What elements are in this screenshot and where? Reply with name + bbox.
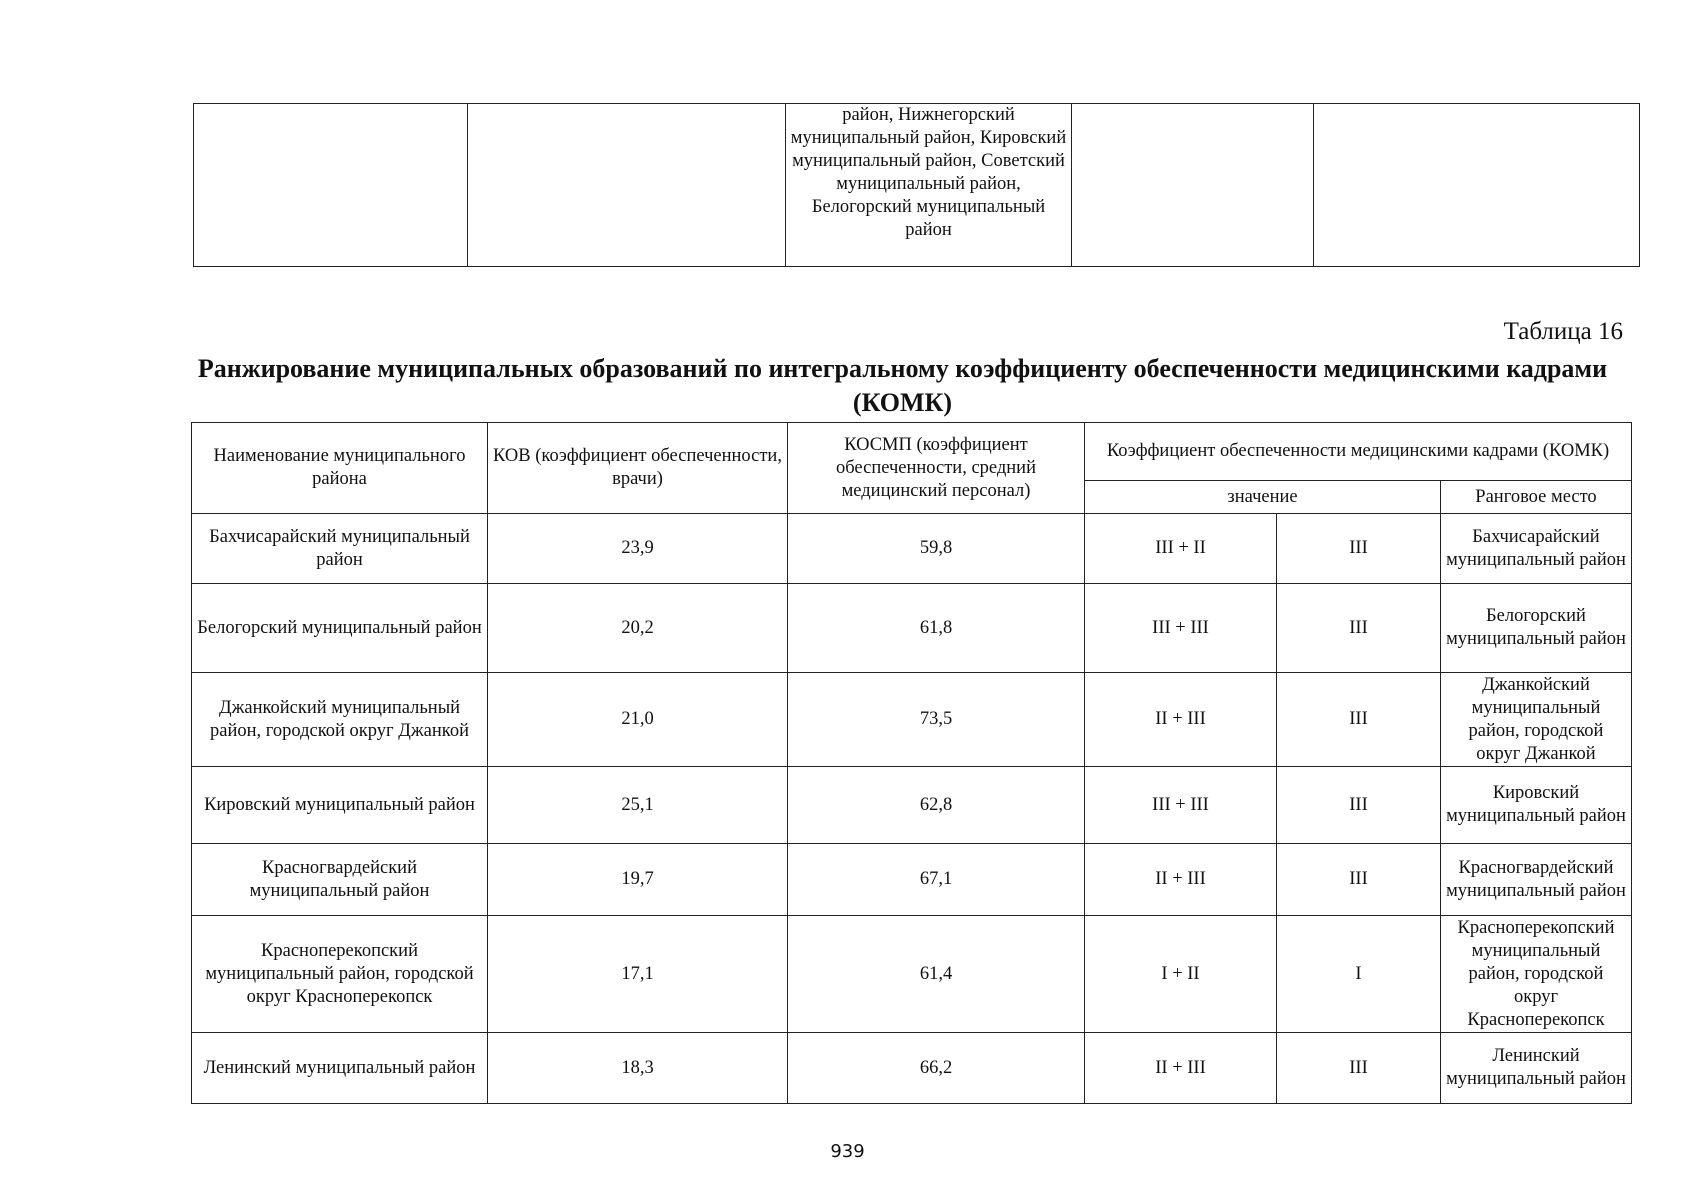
header-rank: Ранговое место xyxy=(1441,481,1632,514)
combo-cell: III + III xyxy=(1085,767,1277,844)
kov-cell: 17,1 xyxy=(488,916,788,1033)
header-kov: КОВ (коэффициент обеспеченности, врачи) xyxy=(488,423,788,514)
row-name-cell: Бахчисарайский муниципальный район xyxy=(192,514,488,584)
row-name-cell: Красногвардейский муниципальный район xyxy=(192,844,488,916)
header-kosmp: КОСМП (коэффициент обеспеченности, средний медицинский персонал) xyxy=(788,423,1085,514)
rank-cell: Красногвардейский муниципальный район xyxy=(1441,844,1632,916)
value-cell: III xyxy=(1277,767,1441,844)
combo-cell: II + III xyxy=(1085,1033,1277,1104)
table-row xyxy=(192,673,1632,767)
table-row xyxy=(192,767,1632,844)
header-name: Наименование муниципального района xyxy=(192,423,488,514)
empty-cell xyxy=(468,104,786,267)
row-name-cell: Белогорский муниципальный район xyxy=(192,584,488,673)
kov-cell: 25,1 xyxy=(488,767,788,844)
value-cell: III xyxy=(1277,844,1441,916)
combo-cell: II + III xyxy=(1085,673,1277,767)
rank-cell: Джанкойский муниципальный район, городской округ Джанкой xyxy=(1441,673,1632,767)
table-row xyxy=(192,916,1632,1033)
table-row xyxy=(192,514,1632,584)
kosmp-cell: 73,5 xyxy=(788,673,1085,767)
empty-cell xyxy=(1072,104,1314,267)
value-cell: III xyxy=(1277,584,1441,673)
value-cell: III xyxy=(1277,673,1441,767)
value-cell: III xyxy=(1277,1033,1441,1104)
kov-cell: 20,2 xyxy=(488,584,788,673)
table-row xyxy=(192,844,1632,916)
table-row xyxy=(192,1033,1632,1104)
value-cell: III xyxy=(1277,514,1441,584)
kosmp-cell: 66,2 xyxy=(788,1033,1085,1104)
kov-cell: 18,3 xyxy=(488,1033,788,1104)
header-value: значение xyxy=(1085,481,1441,514)
header-row xyxy=(192,423,1632,481)
kosmp-cell: 62,8 xyxy=(788,767,1085,844)
table-row xyxy=(192,584,1632,673)
empty-cell xyxy=(194,104,468,267)
kov-cell: 19,7 xyxy=(488,844,788,916)
row-name-cell: Кировский муниципальный район xyxy=(192,767,488,844)
empty-cell xyxy=(1314,104,1640,267)
table-number: Таблица 16 xyxy=(1503,318,1623,345)
row-name-cell: Ленинский муниципальный район xyxy=(192,1033,488,1104)
rank-cell: Красноперекопский муниципальный район, городской округ Красноперекопск xyxy=(1441,916,1632,1033)
kov-cell: 23,9 xyxy=(488,514,788,584)
kov-cell: 21,0 xyxy=(488,673,788,767)
continued-table xyxy=(193,103,1640,267)
kosmp-cell: 67,1 xyxy=(788,844,1085,916)
kosmp-cell: 59,8 xyxy=(788,514,1085,584)
row-name-cell: Джанкойский муниципальный район, городской округ Джанкой xyxy=(192,673,488,767)
combo-cell: III + III xyxy=(1085,584,1277,673)
continued-text-cell: район, Нижнегорский муниципальный район, Кировский муниципальный район, Советский муниципальный район, Белогорский муниципальный район xyxy=(786,104,1072,267)
rank-cell: Белогорский муниципальный район xyxy=(1441,584,1632,673)
rank-cell: Кировский муниципальный район xyxy=(1441,767,1632,844)
combo-cell: I + II xyxy=(1085,916,1277,1033)
kosmp-cell: 61,8 xyxy=(788,584,1085,673)
kosmp-cell: 61,4 xyxy=(788,916,1085,1033)
ranking-table xyxy=(191,422,1632,1104)
value-cell: I xyxy=(1277,916,1441,1033)
table-row xyxy=(194,104,1640,267)
table-title: Ранжирование муниципальных образований по интегральному коэффициенту обеспеченности медицинскими кадрами (КОМК) xyxy=(197,354,1608,417)
rank-cell: Ленинский муниципальный район xyxy=(1441,1033,1632,1104)
header-komk: Коэффициент обеспеченности медицинскими кадрами (КОМК) xyxy=(1085,423,1632,481)
page-number: 939 xyxy=(830,1141,865,1162)
rank-cell: Бахчисарайский муниципальный район xyxy=(1441,514,1632,584)
combo-cell: III + II xyxy=(1085,514,1277,584)
row-name-cell: Красноперекопский муниципальный район, городской округ Красноперекопск xyxy=(192,916,488,1033)
combo-cell: II + III xyxy=(1085,844,1277,916)
